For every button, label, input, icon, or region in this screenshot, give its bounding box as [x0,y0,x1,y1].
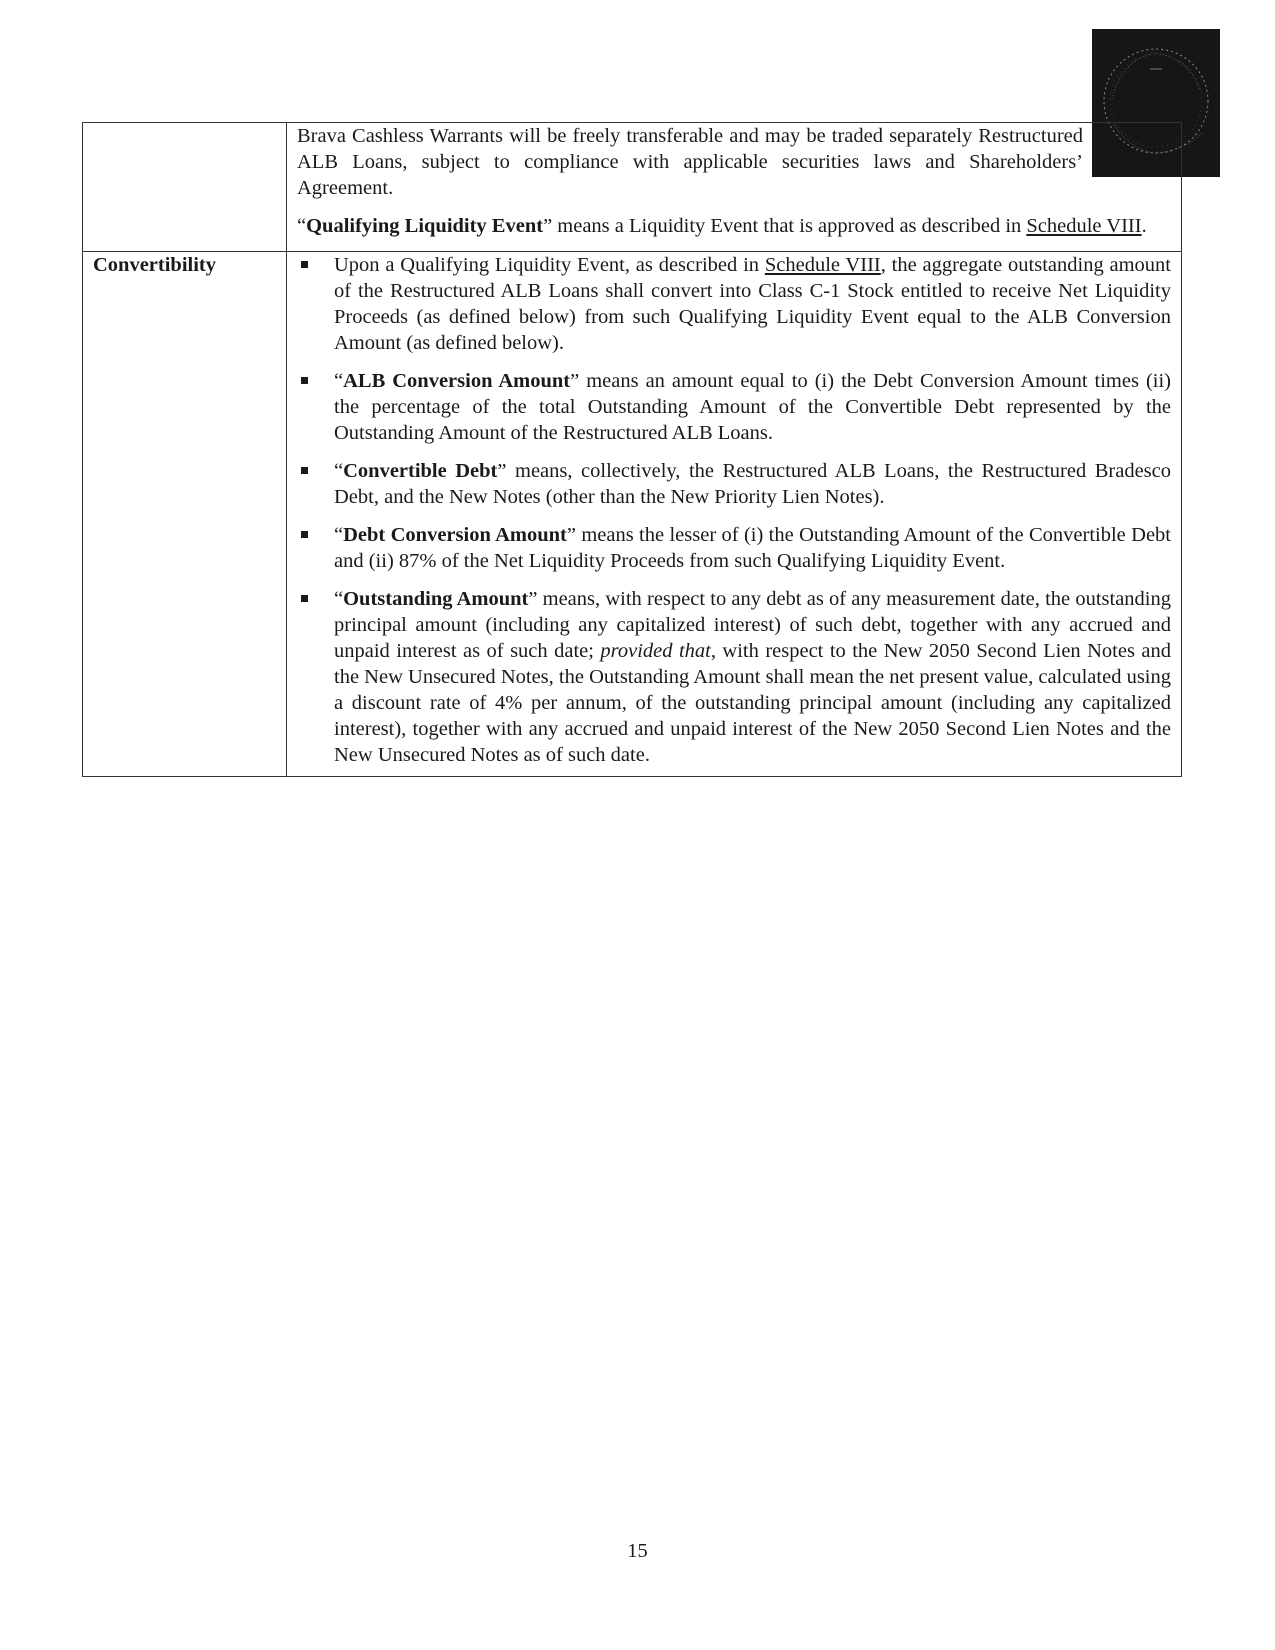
schedule-reference: Schedule VIII [1026,215,1142,237]
row-content-cell [287,123,1182,252]
row-content-cell [287,252,1182,777]
definition-text: ” means, collectively, the Restructured ALB Loans, the Restructured Bradesco Debt, and the New Notes (other than the New Priority Lien Notes). [334,460,1171,508]
quote-mark: “ [334,460,344,482]
list-item [297,586,1171,768]
definition-paragraph [297,213,1171,239]
bullet-list [297,252,1171,768]
bullet-text: Upon a Qualifying Liquidity Event, as described in [334,254,765,276]
square-bullet-icon [301,595,308,602]
definition-text: ” means an amount equal to (i) the Debt Conversion Amount times (ii) the percentage of the total Outstanding Amount of the Convertible Debt represented by the Outstanding Amount of the Restructured ALB Loans. [334,370,1171,444]
page-number: 15 [627,1540,648,1562]
bullet-text: , the aggregate outstanding amount of the Restructured ALB Loans shall convert into Class C-1 Stock entitled to receive Net Liquidity Proceeds (as defined below) from such Qualifying Liquidity Event equal to the ALB Conversion Amount (as defined below). [334,254,1171,354]
square-bullet-icon [301,377,308,384]
defined-term: Debt Conversion Amount [343,524,567,546]
list-item [297,522,1171,574]
defined-term: Qualifying Liquidity Event [306,215,544,237]
row-label-cell [83,252,287,777]
list-item [297,458,1171,510]
list-item [297,368,1171,446]
quote-mark: “ [334,588,344,610]
defined-term: Outstanding Amount [343,588,529,610]
definition-text: ” means, with respect to any debt as of any measurement date, the outstanding principal amount (including any capitalized interest) of such debt, together with any accrued and unpaid interest as of such date; [334,588,1171,662]
square-bullet-icon [301,261,308,268]
square-bullet-icon [301,531,308,538]
quote-mark: “ [334,370,344,392]
quote-mark: “ [334,524,344,546]
italic-phrase: provided that [600,640,711,662]
term-sheet-table [82,122,1182,777]
table-row [83,252,1182,777]
sentence-end: . [1141,215,1147,237]
schedule-reference: Schedule VIII [764,254,881,276]
square-bullet-icon [301,467,308,474]
row-label: Convertibility [93,254,216,276]
quote-mark: “ [297,215,307,237]
list-item [297,252,1171,356]
row-label-cell [83,123,287,252]
definition-text: ” means the lesser of (i) the Outstanding Amount of the Convertible Debt and (ii) 87% of the Net Liquidity Proceeds from such Qualifying Liquidity Event. [334,524,1171,572]
paragraph: Brava Cashless Warrants will be freely transferable and may be traded separately Restructured ALB Loans, subject to compliance with applicable securities laws and Shareholders’ Agreement. [297,125,1083,199]
definition-text: ” means a Liquidity Event that is approved as described in [543,215,1027,237]
definition-text: , with respect to the New 2050 Second Lien Notes and the New Unsecured Notes, the Outstanding Amount shall mean the net present value, calculated using a discount rate of 4% per annum, of the outstanding principal amount (including any capitalized interest), together with any accrued and unpaid interest of the New 2050 Second Lien Notes and the New Unsecured Notes as of such date. [334,640,1172,766]
defined-term: Convertible Debt [343,460,498,482]
table-row [83,123,1182,252]
defined-term: ALB Conversion Amount [343,370,571,392]
